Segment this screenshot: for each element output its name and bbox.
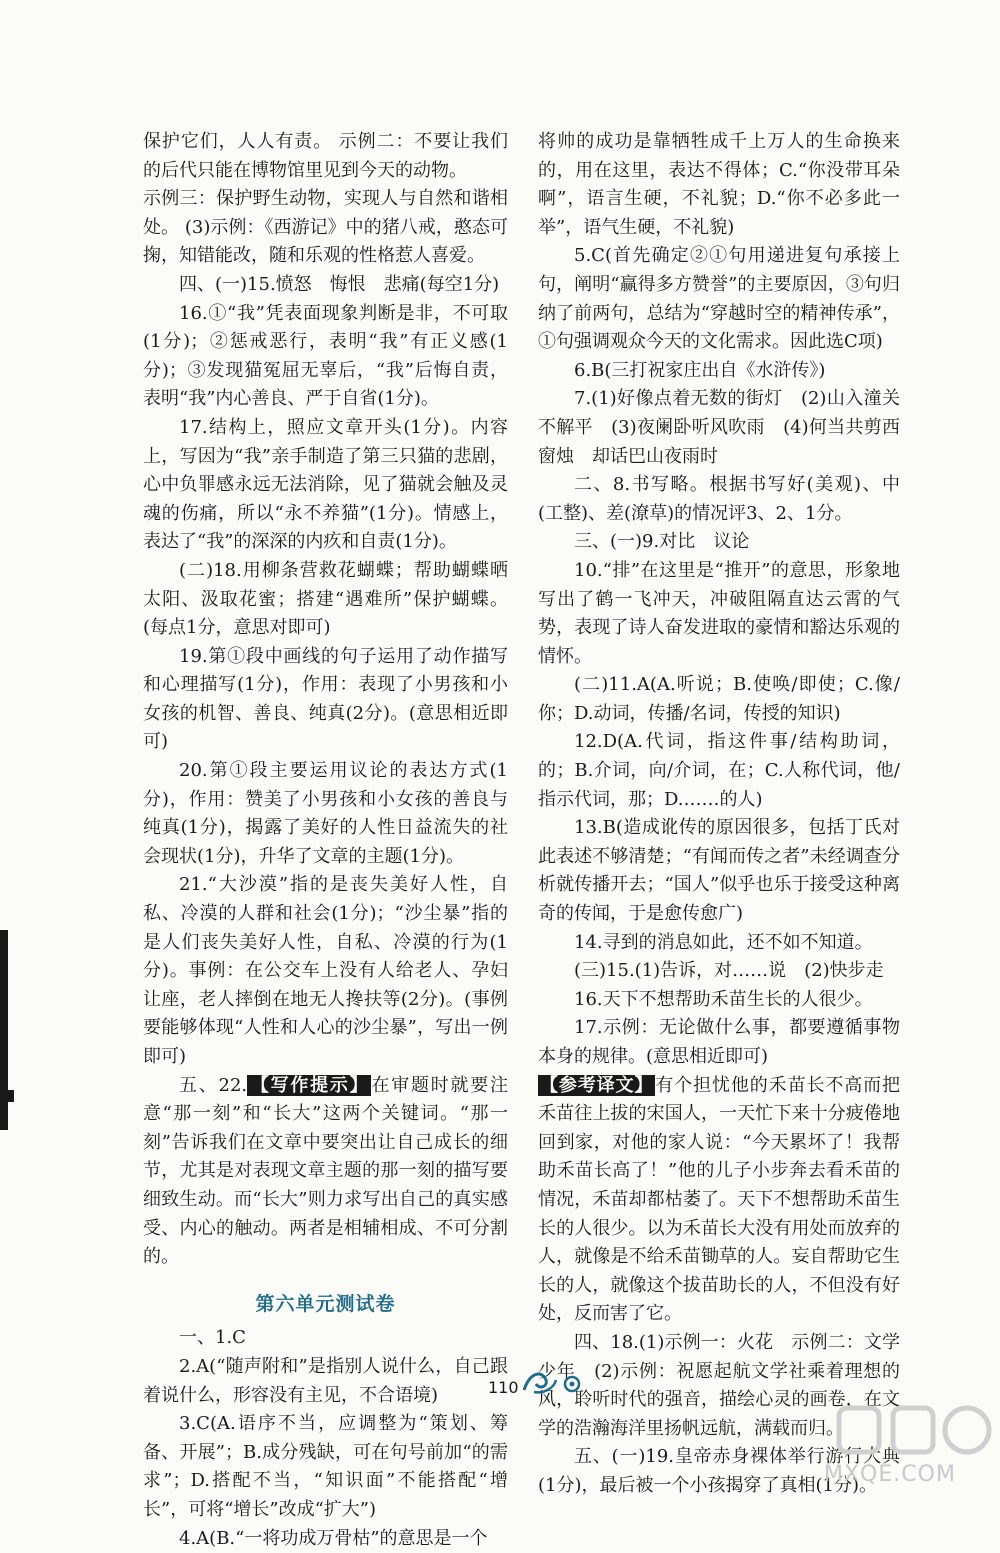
page-number: 110	[488, 1378, 519, 1397]
answer-paragraph: 一、1.C	[143, 1324, 508, 1353]
answer-paragraph: 四、18.(1)示例一：火花 示例二：文学少年 (2)示例：祝愿起航文学社乘着理想的风，聆听时代的强音，描绘心灵的画卷，在文学的浩瀚海洋里扬帆远航，满载而归。	[538, 1329, 900, 1443]
right-column	[538, 128, 900, 1501]
answer-paragraph: 四、(一)15.愤怒 悔恨 悲痛(每空1分)	[143, 271, 508, 300]
answer-paragraph: 13.B(造成讹传的原因很多，包括丁氏对此表述不够清楚；“有闻而传之者”未经调查分析就传播开去；“国人”似乎也乐于接受这种离奇的传闻，于是愈传愈广)	[538, 814, 900, 928]
answer-paragraph: 21.“大沙漠”指的是丧失美好人性，自私、冷漠的人群和社会(1分)；“沙尘暴”指的是人们丧失美好人性，自私、冷漠的行为(1分)。事例：在公交车上没有人给老人、孕妇让座，老人摔倒在地无人搀扶等(2分)。(事例要能够体现“人性和人心的沙尘暴”，写出一例即可)	[143, 871, 508, 1071]
swirl-logo-icon	[520, 1366, 590, 1396]
answer-paragraph: 三、(一)9.对比 议论	[538, 528, 900, 557]
watermark-text: MXQE.COM	[824, 1462, 956, 1487]
answer-paragraph: 2.A(“随声附和”是指别人说什么，自己跟着说什么，形容没有主见，不合语境)	[143, 1353, 508, 1410]
watermark-logo-icon	[835, 1400, 995, 1460]
answer-paragraph: 16.①“我”凭表面现象判断是非，不可取(1分)；②惩戒恶行，表明“我”有正义感(1分)；③发现猫冤屈无辜后，“我”后悔自责，表明“我”内心善良、严于自省(1分)。	[143, 300, 508, 414]
answer-paragraph: 示例三：保护野生动物，实现人与自然和谐相处。 (3)示例：《西游记》中的猪八戒，憨态可掬，知错能改，随和乐观的性格惹人喜爱。	[143, 185, 508, 271]
answer-paragraph: 10.“排”在这里是“推开”的意思，形象地写出了鹤一飞冲天，冲破阻隔直达云霄的气势，表现了诗人奋发进取的豪情和豁达乐观的情怀。	[538, 557, 900, 671]
answer-paragraph: 5.C(首先确定②①句用递进复句承接上句，阐明“赢得多方赞誉”的主要原因，③句归纳了前两句，总结为“穿越时空的精神传承”，①句强调观众今天的文化需求。因此选C项)	[538, 242, 900, 356]
translation-paragraph	[538, 1072, 900, 1329]
answer-paragraph: 将帅的成功是靠牺牲成千上万人的生命换来的，用在这里，表达不得体；C.“你没带耳朵啊”，语言生硬，不礼貌；D.“你不必多此一举”，语气生硬，不礼貌)	[538, 128, 900, 242]
answer-paragraph: 12.D(A.代词，指这件事/结构助词，的；B.介词，向/介词，在；C.人称代词，他/指示代词，那；D.……的人)	[538, 728, 900, 814]
section-heading: 第六单元测试卷	[143, 1290, 508, 1319]
answer-paragraph: 20.第①段主要运用议论的表达方式(1分)，作用：赞美了小男孩和小女孩的善良与纯真(1分)，揭露了美好的人性日益流失的社会现状(1分)，升华了文章的主题(1分)。	[143, 757, 508, 871]
translation-label: 【参考译文】	[538, 1075, 655, 1096]
answer-paragraph: 保护它们，人人有责。 示例二：不要让我们的后代只能在博物馆里见到今天的动物。	[143, 128, 508, 185]
answer-paragraph: 五、(一)19.皇帝赤身裸体举行游行大典(1分)，最后被一个小孩揭穿了真相(1分)。	[538, 1443, 900, 1500]
answer-paragraph: 6.B(三打祝家庄出自《水浒传》)	[538, 357, 900, 386]
writing-tip-label: 【写作提示】	[247, 1075, 371, 1096]
answer-paragraph: (二)18.用柳条营救花蝴蝶；帮助蝴蝶晒太阳、汲取花蜜；搭建“遇难所”保护蝴蝶。(每点1分，意思对即可)	[143, 557, 508, 643]
writing-tip-paragraph	[143, 1072, 508, 1272]
answer-paragraph: 二、8.书写略。根据书写好(美观)、中(工整)、差(潦草)的情况评3、2、1分。	[538, 471, 900, 528]
item-number: 五、22.	[179, 1075, 247, 1096]
answer-paragraph: 19.第①段中画线的句子运用了动作描写和心理描写(1分)，作用：表现了小男孩和小女孩的机智、善良、纯真(2分)。(意思相近即可)	[143, 643, 508, 757]
answer-paragraph: 17.示例：无论做什么事，都要遵循事物本身的规律。(意思相近即可)	[538, 1014, 900, 1071]
answer-paragraph: (二)11.A(A.听说；B.使唤/即使；C.像/你；D.动词，传播/名词，传授的知识)	[538, 671, 900, 728]
translation-text: 有个担忧他的禾苗长不高而把禾苗往上拔的宋国人，一天忙下来十分疲倦地回到家，对他的家人说：“今天累坏了！我帮助禾苗长高了！”他的儿子小步奔去看禾苗的情况，禾苗却都枯萎了。天下不想帮助禾苗生长的人很少。以为禾苗长大没有用处而放弃的人，就像是不给禾苗锄草的人。妄自帮助它生长的人，就像这个拔苗助长的人，不但没有好处，反而害了它。	[538, 1075, 900, 1325]
answer-paragraph: 14.寻到的消息如此，还不如不知道。	[538, 929, 900, 958]
answer-paragraph: (三)15.(1)告诉，对……说 (2)快步走	[538, 957, 900, 986]
answer-paragraph: 16.天下不想帮助禾苗生长的人很少。	[538, 986, 900, 1015]
left-column	[143, 128, 508, 1553]
writing-tip-text: 在审题时就要注意“那一刻”和“长大”这两个关键词。“那一刻”告诉我们在文章中要突出让自己成长的细节，尤其是对表现文章主题的那一刻的描写要细致生动。而“长大”则力求写出自己的真实感受、内心的触动。两者是相辅相成、不可分割的。	[143, 1075, 508, 1268]
binding-edge-mark	[0, 930, 14, 1130]
answer-paragraph: 17.结构上，照应文章开头(1分)。内容上，写因为“我”亲手制造了第三只猫的悲剧，心中负罪感永远无法消除，见了猫就会触及灵魂的伤痛，所以“永不养猫”(1分)。情感上，表达了“我”的深深的内疚和自责(1分)。	[143, 414, 508, 557]
answer-paragraph: 4.A(B.“一将功成万骨枯”的意思是一个	[143, 1525, 508, 1553]
answer-paragraph: 7.(1)好像点着无数的街灯 (2)山入潼关不解平 (3)夜阑卧听风吹雨 (4)何当共剪西窗烛 却话巴山夜雨时	[538, 385, 900, 471]
answer-paragraph: 3.C(A.语序不当，应调整为“策划、筹备、开展”；B.成分残缺，可在句号前加“的需求”；D.搭配不当，“知识面”不能搭配“增长”，可将“增长”改成“扩大”)	[143, 1410, 508, 1524]
